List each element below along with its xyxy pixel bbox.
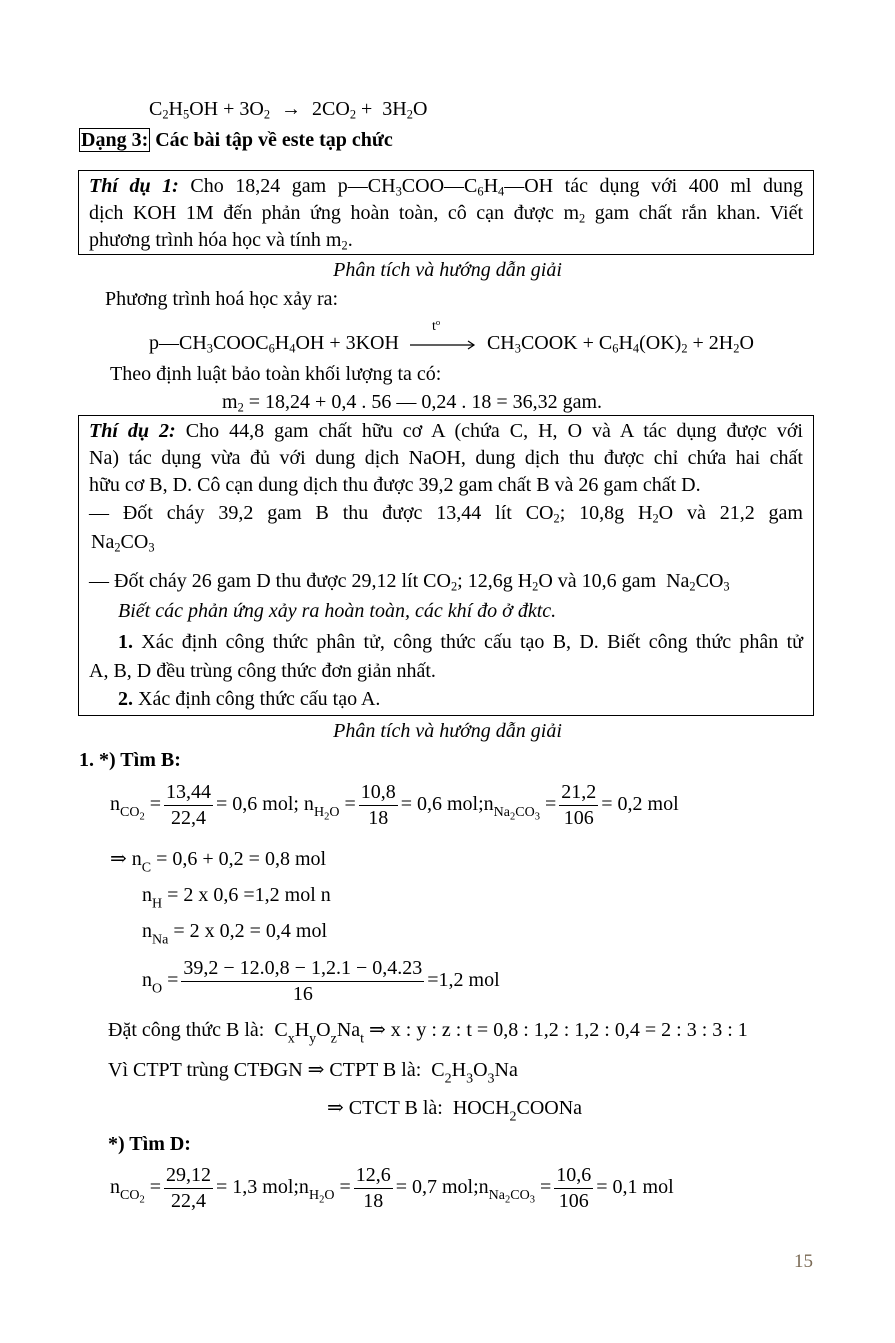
- numerator: 12,6: [354, 1165, 393, 1189]
- example-2-line-5: [91, 531, 155, 555]
- sub: x: [287, 1031, 295, 1047]
- sub: 2: [319, 1195, 325, 1207]
- text: .: [347, 229, 353, 251]
- example-2-line-4: [89, 502, 803, 526]
- denominator: 106: [563, 807, 594, 829]
- text: Na: [336, 1019, 361, 1041]
- example-1-line-3: [89, 229, 353, 253]
- conservation-law: Theo định luật bảo toàn khối lượng ta có:: [110, 363, 442, 385]
- numerator: 39,2 − 12.0,8 − 1,2.1 − 0,4.23: [181, 958, 424, 982]
- denominator: 18: [368, 807, 389, 829]
- denominator: 106: [558, 1190, 589, 1212]
- example-2-question-2: [118, 689, 380, 709]
- text: = 0,7 mol;n: [395, 1176, 489, 1199]
- eq-text: 2CO: [307, 98, 350, 120]
- example-label: Thí dụ 1:: [89, 175, 179, 197]
- sub: 2: [324, 812, 330, 824]
- solution-1-heading: Phân tích và hướng dẫn giải: [333, 259, 562, 281]
- text: Na: [494, 1059, 518, 1081]
- eq-text: O: [412, 98, 428, 120]
- find-b-heading: 1. *) Tìm B:: [79, 749, 181, 771]
- text: n: [142, 920, 152, 942]
- eq-sub: 2: [406, 107, 413, 122]
- text: CH: [486, 332, 515, 354]
- sub: 2: [733, 341, 740, 356]
- text: dịch KOH 1M đến phản ứng hoàn toàn, cô cạn được m: [89, 202, 580, 224]
- sub: H: [308, 1188, 320, 1204]
- text: ; 12,6g H: [457, 570, 533, 592]
- sub: C: [141, 860, 152, 876]
- text: —OH tác dụng với 400 ml dung: [504, 175, 803, 197]
- eq-sub: 2: [162, 107, 169, 122]
- text: = 0,2 mol: [601, 793, 679, 816]
- sub: 3: [529, 1195, 535, 1207]
- equals: =: [339, 1176, 351, 1199]
- equals: =: [149, 793, 161, 816]
- sub: 2: [579, 211, 586, 226]
- eq-sub: 5: [183, 107, 190, 122]
- numerator: 29,12: [164, 1165, 213, 1189]
- page-number: 15: [794, 1251, 813, 1272]
- text: = 18,24 + 0,4 . 56 — 0,24 . 18 = 36,32 gam.: [243, 391, 603, 413]
- text: CO: [120, 531, 149, 553]
- sub: O: [329, 805, 340, 821]
- section-label: Dạng 3:: [81, 129, 149, 151]
- sub: CO: [515, 805, 535, 821]
- equals: =: [344, 793, 356, 816]
- sub: 3: [534, 812, 540, 824]
- sub: 3: [723, 579, 730, 594]
- example-2-question-1: [118, 632, 803, 652]
- nna-line: [142, 920, 327, 948]
- text: Xác định công thức cấu tạo A.: [133, 688, 381, 710]
- fraction: [354, 1165, 393, 1212]
- sub: y: [309, 1031, 317, 1047]
- example-2-line-3: hữu cơ B, D. Cô cạn dung dịch thu được 39,2 gam chất B và 26 gam chất D.: [89, 474, 701, 496]
- sub: 2: [139, 812, 145, 824]
- text: Cho 44,8 gam chất hữu cơ A (chứa C, H, O và A tác dụng được với: [175, 420, 803, 442]
- sub: 4: [289, 341, 296, 356]
- fraction: [181, 958, 424, 1005]
- text: O và 21,2 gam: [658, 502, 803, 524]
- question-number: 1.: [118, 631, 133, 653]
- d-moles-row: [110, 1165, 674, 1212]
- eq-text: OH + 3O: [189, 98, 264, 120]
- equals: =: [167, 969, 179, 992]
- sub: 2: [505, 1195, 511, 1207]
- text: p—CH: [149, 332, 207, 354]
- text: n: [142, 884, 152, 906]
- equals: =: [539, 1176, 552, 1199]
- question-number: 2.: [118, 688, 133, 710]
- sub: CO: [120, 1188, 140, 1204]
- section-heading: [79, 130, 393, 150]
- sub: 3: [148, 540, 155, 555]
- text: Vì CTPT trùng CTĐGN ⇒ CTPT B là: C: [108, 1059, 445, 1081]
- mass-calculation: [222, 391, 603, 415]
- eq-sub: 2: [349, 107, 357, 122]
- sub: 2: [553, 511, 560, 526]
- denominator: 22,4: [170, 807, 206, 829]
- numerator: 10,8: [359, 782, 398, 806]
- sub: O: [324, 1188, 335, 1204]
- heat-arrow: [410, 317, 476, 354]
- text: O: [739, 332, 754, 354]
- text: = 0,6 mol;n: [400, 793, 494, 816]
- text: Đặt công thức B là: C: [108, 1019, 288, 1041]
- sub: 2: [139, 1195, 145, 1207]
- sub: H: [313, 805, 325, 821]
- text: O và 10,6 gam Na: [538, 570, 690, 592]
- text: COONa: [516, 1097, 583, 1119]
- sub: 2: [114, 540, 121, 555]
- example-1-line-2: [89, 202, 804, 226]
- sub: CO: [120, 805, 140, 821]
- text: gam chất rắn khan. Viết: [585, 202, 804, 224]
- sub: 2: [681, 341, 688, 356]
- sub: 2: [689, 579, 696, 594]
- text: COO—C: [401, 175, 478, 197]
- solution-2-heading: Phân tích và hướng dẫn giải: [333, 720, 562, 742]
- text: COOK + C: [520, 332, 613, 354]
- sub: 2: [237, 400, 244, 415]
- b-formula-line: [108, 1019, 748, 1047]
- sub: 3: [487, 1071, 495, 1087]
- text: = 2 x 0,6 =1,2 mol n: [162, 884, 331, 906]
- sub: Na: [152, 932, 169, 948]
- no-line: [142, 958, 500, 1005]
- section-title: Các bài tập về este tạp chức: [150, 129, 393, 151]
- sub: Na: [488, 1188, 505, 1204]
- text: n: [142, 969, 152, 992]
- equals: =: [149, 1176, 161, 1199]
- text: H: [618, 332, 633, 354]
- text: Cho 18,24 gam p—CH: [178, 175, 396, 197]
- eq-text: + 3H: [356, 98, 407, 120]
- fraction: [554, 1165, 593, 1212]
- text: = 0,1 mol: [596, 1176, 674, 1199]
- text: n: [110, 1176, 120, 1199]
- combustion-equation: [149, 98, 428, 122]
- sub: t: [360, 1031, 365, 1047]
- fraction: [559, 782, 598, 829]
- text: H: [294, 1019, 310, 1041]
- example-1-line-1: [89, 175, 803, 199]
- numerator: 21,2: [559, 782, 598, 806]
- sub: 4: [632, 341, 640, 356]
- sup: o: [435, 317, 441, 328]
- b-moles-row: [110, 782, 679, 829]
- sub: 2: [341, 238, 348, 253]
- fraction: [164, 1165, 213, 1212]
- sub: z: [330, 1031, 337, 1047]
- sub: 6: [612, 341, 619, 356]
- text: H: [483, 175, 499, 197]
- text: m: [222, 391, 238, 413]
- text: H: [451, 1059, 467, 1081]
- sub: 3: [466, 1071, 474, 1087]
- fraction: [164, 782, 213, 829]
- text: n: [110, 793, 120, 816]
- heat-label: [431, 317, 441, 335]
- text: phương trình hóa học và tính m: [89, 229, 342, 251]
- text: O: [316, 1019, 331, 1041]
- text: ⇒ x : y : z : t = 0,8 : 1,2 : 1,2 : 0,4 = 2 : 3 : 3 : 1: [364, 1019, 748, 1041]
- find-d-heading: *) Tìm D:: [108, 1133, 191, 1155]
- ctct-line: [327, 1097, 583, 1125]
- sub: CO: [510, 1188, 530, 1204]
- sub: 6: [477, 184, 484, 199]
- solution-1-intro: Phương trình hoá học xảy ra:: [105, 288, 339, 310]
- eq-text: H: [168, 98, 183, 120]
- sub: 3: [514, 341, 521, 356]
- eq-sub: 2: [263, 107, 271, 122]
- example-2-line-2: Na) tác dụng vừa đủ với dung dịch NaOH, dung dịch thu được chỉ chứa hai chất: [89, 447, 803, 469]
- sub: 2: [450, 579, 458, 594]
- text: CO: [695, 570, 724, 592]
- text: t: [431, 319, 436, 335]
- sub: 2: [510, 812, 516, 824]
- sub: Na: [493, 805, 510, 821]
- example-2-line-6: [89, 570, 730, 594]
- text: O: [473, 1059, 488, 1081]
- example-2-question-1-cont: A, B, D đều trùng công thức đơn giản nhất.: [89, 660, 436, 682]
- sub: 4: [498, 184, 505, 199]
- text: Na: [91, 531, 115, 553]
- sub: 2: [444, 1071, 452, 1087]
- example-2-note: Biết các phản ứng xảy ra hoàn toàn, các khí đo ở đktc.: [118, 600, 557, 622]
- text: ; 10,8g H: [559, 502, 653, 524]
- text: COOC: [213, 332, 269, 354]
- denominator: 16: [292, 983, 313, 1005]
- text: Xác định công thức phân tử, công thức cấu tạo B, D. Biết công thức phân tử: [133, 631, 803, 653]
- equals: =: [544, 793, 557, 816]
- text: H: [274, 332, 290, 354]
- text: (OK): [639, 332, 682, 354]
- sub: 2: [509, 1109, 517, 1125]
- nc-line: [110, 848, 327, 876]
- fraction: [359, 782, 398, 829]
- reaction-arrow-icon: →: [281, 98, 302, 120]
- sub: 2: [532, 579, 539, 594]
- nh-line: [142, 884, 331, 912]
- text: OH + 3KOH: [295, 332, 399, 354]
- text: ⇒ CTCT B là: HOCH: [327, 1097, 510, 1119]
- numerator: 10,6: [554, 1165, 593, 1189]
- example-2-line-1: [89, 421, 803, 441]
- text: — Đốt cháy 26 gam D thu được 29,12 lít CO: [89, 570, 451, 592]
- sub: 6: [268, 341, 275, 356]
- text: =1,2 mol: [427, 969, 500, 992]
- eq-text: C: [149, 98, 163, 120]
- sub: H: [152, 896, 163, 912]
- denominator: 22,4: [170, 1190, 206, 1212]
- arrow-right-icon: [410, 340, 476, 350]
- solution-1-equation: [149, 317, 754, 356]
- sub: 3: [206, 341, 213, 356]
- text: = 0,6 + 0,2 = 0,8 mol: [151, 848, 327, 870]
- text: = 2 x 0,2 = 0,4 mol: [168, 920, 327, 942]
- ctpt-line: [108, 1059, 518, 1087]
- text: = 0,6 mol; n: [215, 793, 314, 816]
- example-label: Thí dụ 2:: [89, 420, 176, 442]
- numerator: 13,44: [164, 782, 213, 806]
- sub: O: [152, 981, 163, 997]
- text: = 1,3 mol;n: [215, 1176, 309, 1199]
- text: ⇒ n: [110, 848, 142, 870]
- text: — Đốt cháy 39,2 gam B thu được 13,44 lít CO: [89, 502, 554, 524]
- sub: 2: [652, 511, 659, 526]
- text: + 2H: [687, 332, 734, 354]
- denominator: 18: [363, 1190, 384, 1212]
- sub: 3: [395, 184, 402, 199]
